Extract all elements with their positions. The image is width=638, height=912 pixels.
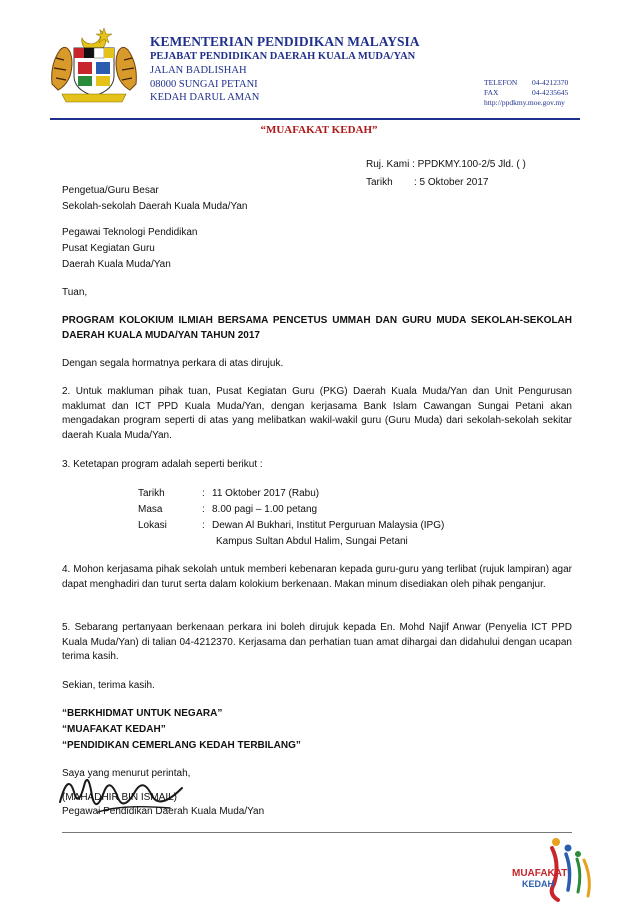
salutation: Tuan, (62, 287, 88, 298)
address-line: KEDAH DARUL AMAN (150, 92, 260, 103)
phone-number: 04-4212370 (532, 78, 569, 87)
fax-label: FAX (484, 88, 499, 97)
reference-block (366, 156, 526, 192)
ministry-name: KEMENTERIAN PENDIDIKAN MALAYSIA (150, 34, 420, 49)
schedule-key: Masa (138, 504, 163, 515)
motto-line: “MUAFAKAT KEDAH” (62, 724, 166, 735)
address-line: JALAN BADLISHAH (150, 65, 247, 76)
recipient-line: Daerah Kuala Muda/Yan (62, 259, 171, 270)
schedule-value-continued: Kampus Sultan Abdul Halim, Sungai Petani (216, 536, 408, 547)
schedule-value: 11 Oktober 2017 (Rabu) (212, 488, 320, 499)
signatory-name: (MAHADHIR BIN ISMAIL) (62, 792, 178, 803)
recipient-line: Pegawai Teknologi Pendidikan (62, 227, 198, 238)
paragraph-3: 3. Ketetapan program adalah seperti berikut : (62, 459, 263, 470)
signatory-title: Pegawai Pendidikan Daerah Kuala Muda/Yan (62, 806, 265, 817)
recipient-line: Pusat Kegiatan Guru (62, 243, 155, 254)
footer-divider (62, 832, 572, 833)
schedule-value: Dewan Al Bukhari, Institut Perguruan Malaysia (IPG) (212, 520, 445, 531)
muafakat-kedah-logo (508, 834, 598, 906)
closing-line: Sekian, terima kasih. (62, 680, 155, 691)
fax-number: 04-4235645 (532, 88, 569, 97)
schedule-row: Masa : 8.00 pagi – 1.00 petang (138, 504, 318, 515)
date-label: Tarikh (366, 177, 393, 188)
recipient-line: Sekolah-sekolah Daerah Kuala Muda/Yan (62, 201, 248, 212)
motto-line: “PENDIDIKAN CEMERLANG KEDAH TERBILANG” (62, 740, 301, 751)
office-name: PEJABAT PENDIDIKAN DAERAH KUALA MUDA/YAN (150, 51, 416, 62)
contact-block (484, 78, 568, 108)
phone-label: TELEFON (484, 78, 518, 87)
svg-text:MUAFAKAT: MUAFAKAT (512, 868, 568, 879)
schedule-value: 8.00 pagi – 1.00 petang (212, 504, 318, 515)
reference-number: Ruj. Kami : PPDKMY.100-2/5 Jld. ( ) (366, 159, 526, 170)
address-line: 08000 SUNGAI PETANI (150, 78, 258, 90)
motto-line: “BERKHIDMAT UNTUK NEGARA” (62, 708, 223, 719)
paragraph-5: 5. Sebarang pertanyaan berkenaan perkara ini boleh dirujuk kepada En. Mohd Najif Anwar (Penyelia ICT PPD Kuala Muda/Yan) di talian 04-4212370. Kerjasama dan perhatian tuan amat dihargai dan didahului dengan ucapan terima kasih. (62, 622, 572, 663)
letterhead (150, 34, 420, 105)
signoff-line: Saya yang menurut perintah, (62, 768, 191, 779)
letter-date: : 5 Oktober 2017 (414, 177, 489, 188)
paragraph-4: 4. Mohon kerjasama pihak sekolah untuk memberi kebenaran kepada guru-guru yang terlibat (rujuk lampiran) agar dapat menghadiri dan turut serta dalam kolokium berkenaan. Makan minum disediakan oleh pihak penganjur. (62, 564, 572, 590)
coat-of-arms-icon (48, 24, 140, 104)
letter-subject: PROGRAM KOLOKIUM ILMIAH BERSAMA PENCETUS UMMAH DAN GURU MUDA SEKOLAH-SEKOLAH DAERAH KUALA MUDA/YAN TAHUN 2017 (62, 315, 572, 341)
paragraph-2: 2. Untuk makluman pihak tuan, Pusat Kegiatan Guru (PKG) Daerah Kuala Muda/Yan dan Unit Pengurusan maklumat dan ICT PPD Kuala Muda/Yan, dengan kerjasama Bank Islam Cawangan Sungai Petani akan mengadakan program seperti di atas yang melibatkan wakil-wakil guru (Guru Muda) dari sekolah-sekolah sekitar daerah Kuala Muda/Yan. (62, 386, 572, 441)
schedule-key: Tarikh (138, 488, 165, 499)
schedule-key: Lokasi (138, 520, 167, 531)
schedule-row: Tarikh : 11 Oktober 2017 (Rabu) (138, 488, 320, 499)
svg-text:KEDAH: KEDAH (522, 879, 555, 889)
website-link[interactable]: http://ppdkmy.moe.gov.my (484, 98, 565, 107)
paragraph-1: Dengan segala hormatnya perkara di atas dirujuk. (62, 358, 284, 369)
recipient-line: Pengetua/Guru Besar (62, 185, 159, 196)
letter-motto-title: “MUAFAKAT KEDAH” (260, 124, 378, 136)
schedule-row: Lokasi : Dewan Al Bukhari, Institut Perguruan Malaysia (IPG) (138, 520, 445, 531)
header-divider (50, 118, 580, 120)
